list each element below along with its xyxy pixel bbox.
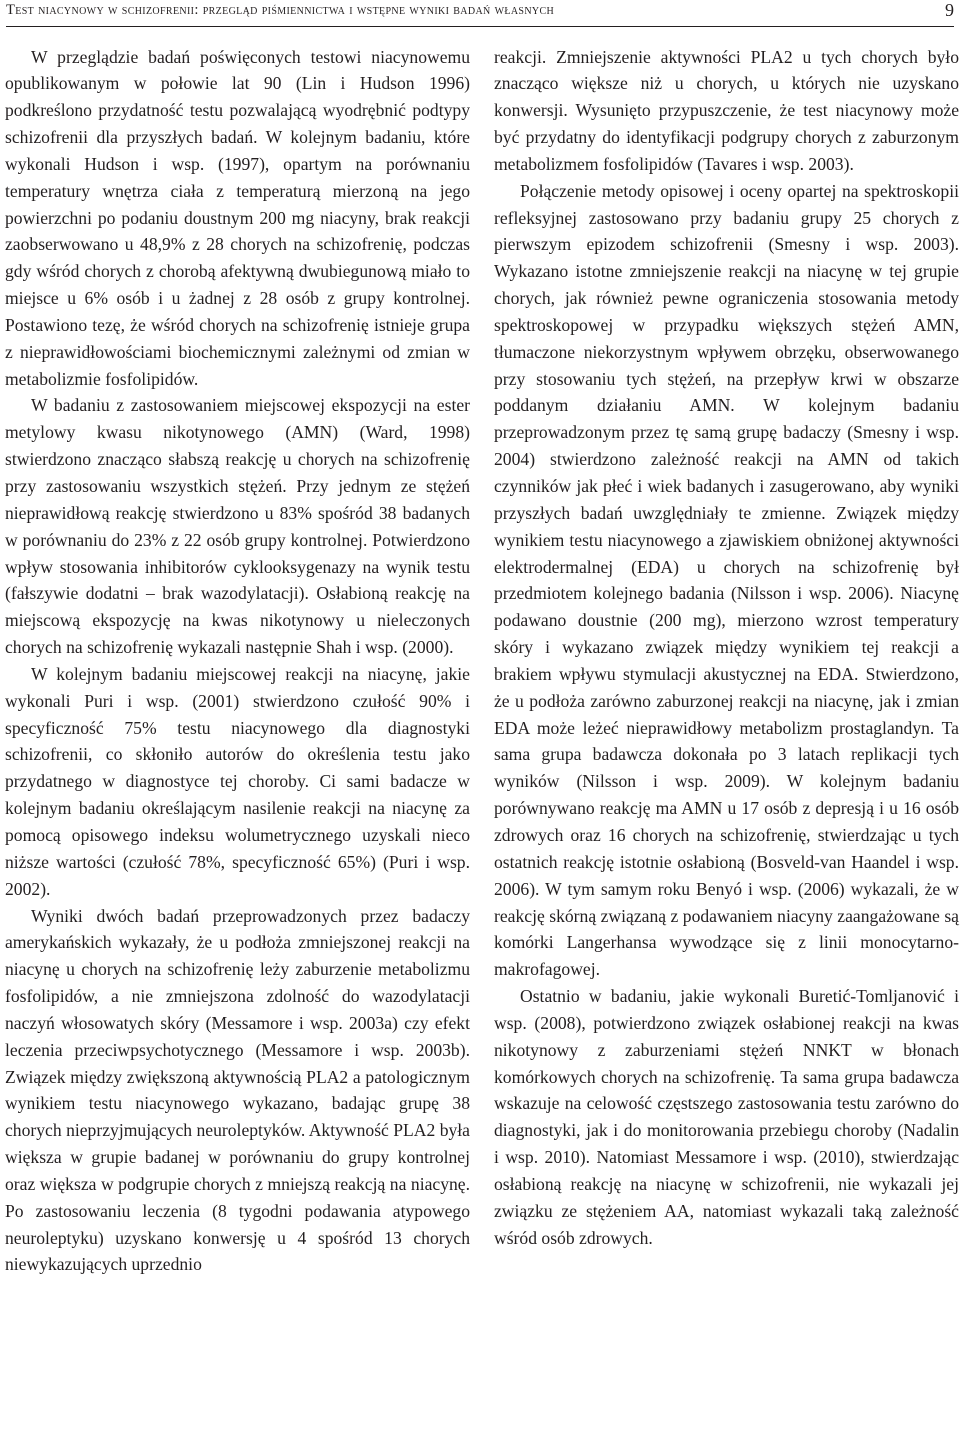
paragraph: W przeglądzie badań poświęconych testowi niacynowemu opublikowanym w połowie lat 90 (Lin i Hudson 1996) podkreślono przydatność testu pozwalającą wyodrębnić podtypy schizofrenii dla przyszłych badań. W kolejnym badaniu, które wykonali Hudson i wsp. (1997), opartym na porównaniu temperatury wnętrza ciała z temperaturą mierzoną na jego powierzchni po podaniu doustnym 200 mg niacyny, brak reakcji zaobserwowano u 48,9% z 28 chorych na schizofrenię, podczas gdy wśród chorych z chorobą afektywną dwubiegunową miało to miejsce u 6% osób i u żadnej z 28 osób z grupy kontrolnej. Postawiono tezę, że wśród chorych na schizofrenię istnieje grupa z nieprawidłowościami biochemicznymi zależnymi od zmian w metabolizmie fosfolipidów. <box>5 46 470 389</box>
paragraph: Ostatnio w badaniu, jakie wykonali Buretić-Tomljanović i wsp. (2008), potwierdzono związek osłabionej reakcji na kwas nikotynowy z zaburzeniami stężeń NNKT w błonach komórkowych chorych na schizofrenię. Ta sama grupa badawcza wskazuje na celowość częstszego zastosowania testu zarówno do diagnostyki, jak i do monitorowania przebiegu choroby (Nadalin i wsp. 2010). Natomiast Messamore i wsp. (2010), stwierdzając osłabioną reakcję na niacynę w schizofrenii, nie wykazali jej związku ze stężeniem AA, natomiast wykazali taką zależność wśród osób zdrowych. <box>494 986 959 1248</box>
running-title: Test niacynowy w schizofrenii: przegląd piśmiennictwa i wstępne wyniki badań własnych <box>6 2 555 18</box>
page-number: 9 <box>945 0 954 20</box>
paragraph: W kolejnym badaniu miejscowej reakcji na niacynę, jakie wykonali Puri i wsp. (2001) stwierdzono czułość 90% i specyficzność 75% testu niacynowego dla diagnostyki schizofrenii, co skłoniło autorów do określenia testu jako przydatnego w diagnostyce tej choroby. Ci sami badacze w kolejnym badaniu określającym nasilenie reakcji na niacynę za pomocą opisowego indeksu wolumetrycznego uzyskali nieco niższe wartości (czułość 78%, specyficzność 65%) (Puri i wsp. 2002). <box>5 663 470 899</box>
paragraph-continued: reakcji. Zmniejszenie aktywności PLA2 u tych chorych było znacząco większe niż u chorych, u których nie uzyskano konwersji. Wysunięto przypuszczenie, że test niacynowy może być przydatny do identyfikacji podgrupy chorych z zaburzonym metabolizmem fosfolipidów (Tavares i wsp. 2003). <box>494 46 959 174</box>
paragraph: Wyniki dwóch badań przeprowadzonych przez badaczy amerykańskich wykazały, że u podłoża zmniejszonej reakcji na niacynę u chorych na schizofrenię leży zaburzenie metabolizmu fosfolipidów, a nie zmniejszona zdolność do wazodylatacji naczyń włosowatych skóry (Messamore i wsp. 2003a) czy efekt leczenia przeciwpsychotycznego (Messamore i wsp. 2003b). Związek między zwiększoną aktywnością PLA2 a patologicznym wynikiem testu niacynowego wykazano, badając grupę 38 chorych nieprzyjmujących neuroleptyków. Aktywność PLA2 była większa w grupie badanej w porównaniu do grupy kontrolnej oraz większa w podgrupie chorych z mniejszą reakcją na niacynę. Po zastosowaniu leczenia (8 tygodni podawania atypowego neuroleptyku) uzyskano konwersję u 4 spośród 13 chorych niewykazujących uprzednio <box>5 905 470 1275</box>
right-column <box>494 44 959 1252</box>
left-column <box>5 44 470 1279</box>
paragraph: W badaniu z zastosowaniem miejscowej ekspozycji na ester metylowy kwasu nikotynowego (AMN) (Ward, 1998) stwierdzono znacząco słabszą reakcję u chorych na schizofrenię przy zastosowaniu wszystkich stężeń. Przy jednym ze stężeń nieprawidłową reakcję stwierdzono u 83% spośród 38 badanych w porównaniu do 23% z 22 osób grupy kontrolnej. Potwierdzono wpływ stosowania inhibitorów cyklooksygenazy na wynik testu (fałszywie dodatni – brak wazodylatacji). Osłabioną reakcję na miejscową ekspozycję na kwas nikotynowy u nieleczonych chorych na schizofrenię wykazali następnie Shah i wsp. (2000). <box>5 395 470 658</box>
running-header <box>6 0 954 27</box>
paragraph: Połączenie metody opisowej i oceny opartej na spektroskopii refleksyjnej zastosowano przy badaniu grupy 25 chorych z pierwszym epizodem schizofrenii (Smesny i wsp. 2003). Wykazano istotne zmniejszenie reakcji na niacynę w tej grupie chorych, jak również pewne ograniczenia stosowania metody spektroskopowej w przypadku większych stężeń AMN, tłumaczone niekorzystnym wpływem obrzęku, obserwowanego przy stosowaniu tych stężeń, na przepływ krwi w obszarze poddanym działaniu AMN. W kolejnym badaniu przeprowadzonym przez tę samą grupę badaczy (Smesny i wsp. 2004) stwierdzono zależność reakcji na AMN od takich czynników jak płeć i wiek badanych i zasugerowano, aby wyniki przyszłych badań uwzględniały te zmienne. Związek między wynikiem testu niacynowego a zjawiskiem obniżonej aktywności elektrodermalnej (EDA) u chorych na schizofrenię był przedmiotem kolejnego badania (Nilsson i wsp. 2006). Niacynę podawano doustnie (200 mg), mierzono wzrost temperatury skóry i wykazano związek między wynikiem tej reakcji a brakiem wpływu stymulacji akustycznej na EDA. Stwierdzono, że u podłoża zarówno zaburzonej reakcji na niacynę, jak i zmian EDA może leżeć nieprawidłowy metabolizm prostaglandyn. Ta sama grupa badawcza dokonała po 3 latach replikacji tych wyników (Nilsson i wsp. 2009). W kolejnym badaniu porównywano reakcję ma AMN u 17 osób z depresją i u 16 osób zdrowych oraz 16 chorych na schizofrenię, stwierdzając u tych ostatnich reakcję istotnie osłabioną (Bosveld-van Haandel i wsp. 2006). W tym samym roku Benyó i wsp. (2006) wykazali, że w reakcję skórną związaną z podawaniem niacyny zaangażowane są komórki Langerhansa wywodzące się z linii monocytarno-makrofagowej. <box>494 180 959 980</box>
